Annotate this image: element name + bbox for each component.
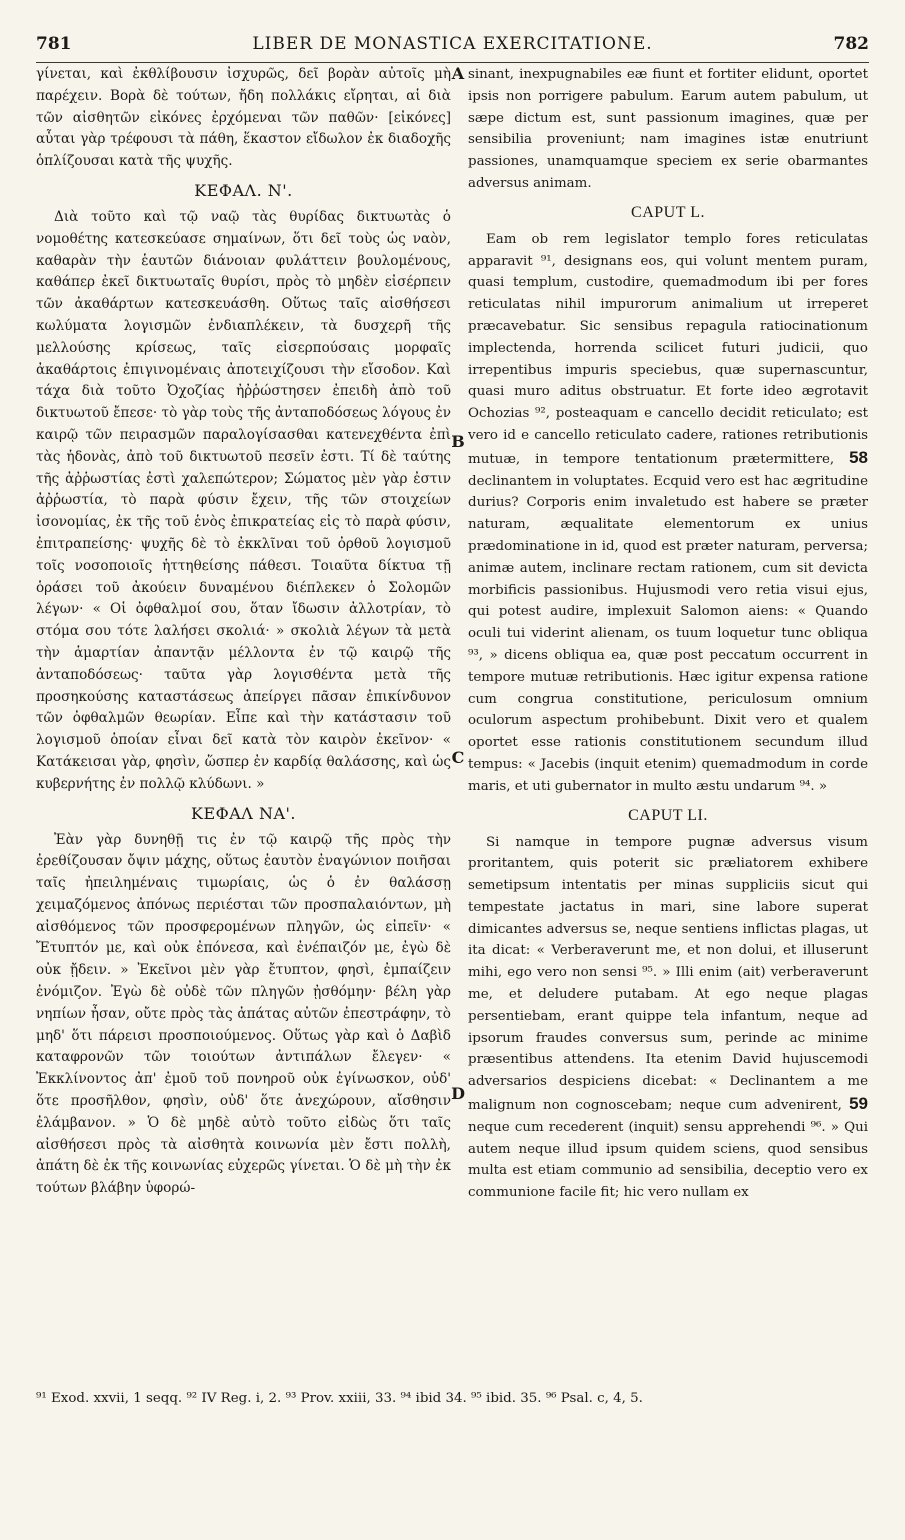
latin-chapter-heading-50: CAPUT L. (631, 203, 705, 221)
latin-paragraph-3-part-b: neque cum recederent (inquit) sensu apprehendi ⁹⁶. » Qui autem neque illud ipsum quidem sciens, quod sensibus multa est etiam communio ad sensibilia, deceptio vero ex communione facile fit; hic vero nullam ex (468, 1119, 868, 1201)
gutter-letter-a: A (451, 64, 465, 83)
margin-number-59: 59 (849, 1094, 868, 1114)
greek-paragraph-2: Διὰ τοῦτο καὶ τῷ ναῷ τὰς θυρίδας δικτυωτὰς ὁ νομοθέτης κατεσκεύασε σημαίνων, ὅτι δεῖ τοὺς ὡς ναὸν, καθαρὰν τὴν ἑαυτῶν διάνοιαν φυλάττειν βουλομένους, καθάπερ ἐκεῖ δικτυωταῖς θυρίσι, πρὸς τὸ μηδὲν εἰσέρπειν τῶν ἀκαθάρτων κατεσκευάσθη. Οὕτως ταῖς αἰσθήσεσι κωλύματα λογισμῶν ἐνδιαπλέκειν, τὰ δυσχερῆ τῆς μελλούσης κρίσεως, ταῖς εἰσερπούσαις μορφαῖς ἀκαθάρτοις ἐπιγινομέναις ἀποτειχίζουσι τὴν εἴσοδον. Καὶ τάχα διὰ τοῦτο Ὀχοζίας ἠῤῥώστησεν ἐπειδὴ ἀπὸ τοῦ δικτυωτοῦ ἔπεσε· τὸ γὰρ τοὺς τῆς ἀνταποδόσεως λόγους ἐν καιρῷ τῶν πειρασμῶν παραλογίσασθαι κατενεχθέντα ἐπὶ τὰς ἡδονὰς, ἀπὸ τοῦ δικτυωτοῦ πεσεῖν ἐστι. Τί δὲ ταύτης τῆς ἀῤῥωστίας ἐστὶ χαλεπώτερον; Σώματος μὲν γὰρ ἐστιν ἀῤῥωστία, τὸ παρὰ φύσιν ἔχειν, τῆς τῶν στοιχείων ἰσονομίας, ἐκ τῆς τοῦ ἑνὸς ἐπικρατείας εἰς τὸ παρὰ φύσιν, ἐπιτραπείσης· ψυχῆς δὲ τὸ ἐκκλῖναι τοῦ ὀρθοῦ λογισμοῦ τοῖς νοσοποιοῖς ἡττηθείσης πάθεσι. Τοιαῦτα δίκτυα τῇ ὁράσει τοῦ ἀκούειν δυναμένου διέπλεκεν ὁ Σολομῶν λέγων· « Οἱ ὀφθαλμοί σου, ὅταν ἴδωσιν ἀλλοτρίαν, τὸ στόμα σου τότε λαλήσει σκολιά· » σκολιὰ λέγων τὰ μετὰ τὴν ἁμαρτίαν ἀπαντᾷν μέλλοντα ἐν τῷ καιρῷ τῆς ἀνταποδόσεως· ταῦτα γὰρ λογισθέντα μετὰ τῆς προσηκούσης καταστάσεως ἀπείργει πᾶσαν ἐπικίνδυνον τῶν ὀφθαλμῶν θεωρίαν. Εἶπε καὶ τὴν κατάστασιν τοῦ λογισμοῦ ὁποίαν εἶναι δεῖ κατὰ τὸν καιρὸν ἐκεῖνον· « Κατάκεισαι γὰρ, φησὶν, ὥσπερ ἐν καρδίᾳ θαλάσσης, καὶ ὡς κυβερνήτης ἐν πολλῷ κλύδωνι. » (36, 208, 451, 792)
greek-paragraph-1: γίνεται, καὶ ἐκθλίβουσιν ἰσχυρῶς, δεῖ βορὰν αὐτοῖς μὴ παρέχειν. Βορὰ δὲ τούτων, ἤδη πολλάκις εἴρηται, αἱ διὰ τῶν αἰσθητῶν εἰκόνες ἐρχόμεναι τῶν παθῶν· [εἰκόνες] αὗται γὰρ τρέφουσι τὰ πάθη, ἕκαστον εἴδωλον ἐκ διαδοχῆς ὁπλίζουσαι κατὰ τῆς ψυχῆς. (36, 66, 451, 170)
page-number-right: 782 (833, 34, 869, 54)
latin-chapter-heading-51: CAPUT LI. (628, 806, 708, 824)
gutter-letter-c: C (451, 748, 465, 767)
greek-chapter-heading-51: ΚΕΦΑΛ ΝΑ'. (191, 803, 296, 823)
latin-paragraph-3 (468, 832, 868, 1205)
running-title: LIBER DE MONASTICA EXERCITATIONE. (252, 34, 653, 54)
latin-paragraph-2-part-b: declinantem in voluptates. Ecquid vero est hac ægritudine durius? Corporis enim invaletudo est habere se præter naturam, æqualitate elementorum ex unius prædominatione in id, quod est præter naturam, perversa; animæ autem, inclinare rectam rationem, cum sit devicta morbificis passionibus. Hujusmodi vero retia visui ejus, qui potest audire, implexuit Salomon aiens: « Quando oculi tui viderint alienam, os tuum loquetur tunc obliqua ⁹³, » dicens obliqua ea, quæ post peccatum occurrent in tempore mutuæ retributionis. Hæc igitur expensa ratione cum congrua constitutione, periculosum omnium oculorum aspectum prohibebunt. Dixit vero et qualem oportet esse rationis constitutionem secundum illud tempus: « Jacebis (inquit etenim) quemadmodum in corde maris, et uti gubernator in multo æstu undarum ⁹⁴. » (468, 473, 868, 794)
latin-paragraph-2 (468, 229, 868, 798)
margin-number-58: 58 (849, 447, 868, 467)
greek-chapter-heading-50: ΚΕΦΑΛ. Ν'. (194, 180, 293, 200)
footnotes: ⁹¹ Exod. xxvii, 1 seqq. ⁹² IV Reg. i, 2. ⁹³ Prov. xxiii, 33. ⁹⁴ ibid 34. ⁹⁵ ibid. 35. ⁹⁶ Psal. c, 4, 5. (36, 1391, 643, 1406)
page-number-left: 781 (36, 34, 72, 54)
latin-column (468, 64, 868, 1374)
running-header (36, 34, 869, 63)
gutter-letter-b: B (451, 432, 465, 451)
gutter-letter-d: D (451, 1084, 465, 1103)
greek-column (36, 64, 451, 1374)
greek-paragraph-3: Ἐὰν γὰρ δυνηθῇ τις ἐν τῷ καιρῷ τῆς πρὸς τὴν ἐρεθίζουσαν ὄψιν μάχης, οὕτως ἑαυτὸν ἐναγώνιον ποιῆσαι ταῖς ἠπειλημέναις τιμωρίαις, ὡς ὁ ἐν θαλάσσῃ χειμαζόμενος ἀπόνως περιέσται τῶν προσπαλαιόντων, μὴ αἰσθόμενος τῶν προσφερομένων πληγῶν, ὡς εἰπεῖν· « Ἔτυπτόν με, καὶ οὐκ ἐπόνεσα, καὶ ἐνέπαιζόν με, ἐγὼ δὲ οὐκ ᾔδειν. » Ἐκεῖνοι μὲν γὰρ ἔτυπτον, φησὶ, ἐμπαίζειν ἐνόμιζον. Ἐγὼ δὲ οὐδὲ τῶν πληγῶν ᾐσθόμην· βέλη γὰρ νηπίων ἦσαν, οὔτε πρὸς τὰς ἀπάτας αὐτῶν ἐπεστράφην, τὸ μηδ' ὅτι πάρεισι προσποιούμενος. Οὕτως γὰρ καὶ ὁ Δαβὶδ καταφρονῶν τῶν τοιούτων ἀντιπάλων ἔλεγεν· « Ἐκκλίνοντος ἀπ' ἐμοῦ τοῦ πονηροῦ οὐκ ἐγίνωσκον, οὐδ' ὅτε προσῆλθον, φησὶν, οὐδ' ὅτε ἀνεχώρουν, αἴσθησιν ἐλάμβανον. » Ὁ δὲ μηδὲ αὐτὸ τοῦτο εἰδὼς ὅτι ταῖς αἰσθήσεσι πρὸς τὰ αἰσθητὰ κοινωνία μὲν ἔστι πολλὴ, ἀπάτη δὲ ἐκ τῆς κοινωνίας εὐχερῶς γίνεται. Ὁ δὲ μὴ τὴν ἐκ τούτων βλάβην ὑφορώ- (36, 831, 451, 1197)
latin-paragraph-1: sinant, inexpugnabiles eæ fiunt et fortiter elidunt, oportet ipsis non porrigere pabulum. Earum autem pabulum, ut sæpe dictum est, sunt passionum imagines, quæ per sensibilia proveniunt; nam imagines istæ enutriunt passiones, unamquamque speciem ex serie obarmantes adversus animam. (468, 67, 868, 191)
latin-paragraph-2-part-a: Eam ob rem legislator templo fores reticulatas apparavit ⁹¹, designans eos, qui volunt mentem puram, quasi templum, custodire, quemadmodum ibi per fores reticulatas nihil impurorum animalium ut irreperet præcavebatur. Sic sensibus repagula ratiocinationum implectenda, horrenda scilicet futuri judicii, quo irrepentibus impuris speciebus, quæ supernascuntur, quasi muro aditus obstruatur. Et forte ideo ægrotavit Ochozias ⁹², posteaquam e cancello decidit reticulato; est vero id e cancello reticulato cadere, rationes retributionis mutuæ, in tempore tentationum prætermittere, (468, 231, 868, 467)
latin-paragraph-3-part-a: Si namque in tempore pugnæ adversus visum proritantem, quis poterit sic præliatorem exhibere semetipsum intentatis per minas suppliciis sicut qui tempestate jactatus in mari, sine labore superat dimicantes adversus se, neque sentiens inflictas plagas, ut ita dicat: « Verberaverunt me, et non dolui, et illuserunt mihi, ego vero non sensi ⁹⁵. » Illi enim (ait) verberaverunt me, et deludere putabam. At ego neque plagas persentiebam, erant quippe tela infantum, neque ad ipsorum fraudes conversus sum, perinde ac minime præsentibus attendens. Ita etenim David hujuscemodi adversarios despiciens dicebat: « Declinantem a me malignum non cognoscebam; neque cum advenirent, (468, 834, 868, 1114)
